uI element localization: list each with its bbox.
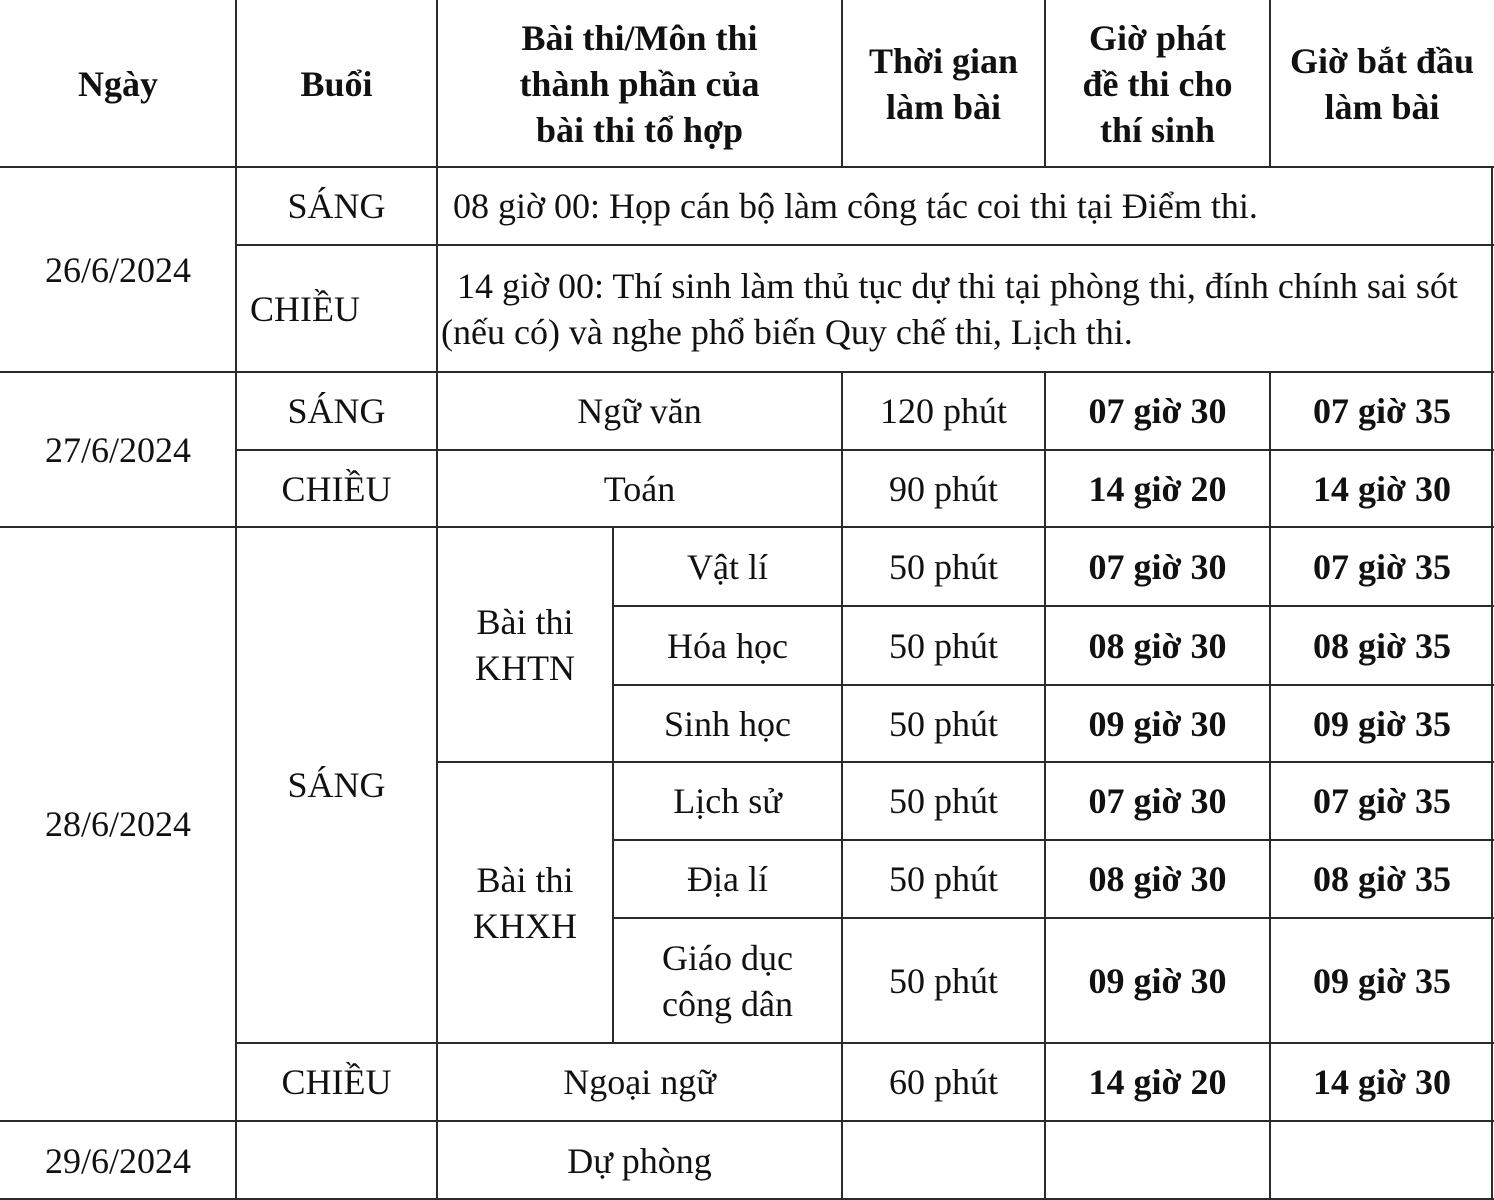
grid-line	[613, 839, 1494, 841]
day3-sang-label: SÁNG	[287, 765, 386, 805]
grid-line	[612, 527, 614, 1043]
subject-thoi-gian: 50 phút	[888, 859, 998, 899]
header-bai-thi: Bài thi/Môn thi thành phần của bài thi tổ hợp	[519, 17, 760, 150]
subject-mon: Lịch sử	[673, 781, 782, 821]
subject-bat-dau: 07 giờ 35	[1313, 546, 1451, 587]
day2-chieu-mon: Toán	[603, 468, 676, 509]
subject-thoi-gian: 50 phút	[888, 703, 998, 744]
subject-mon: Vật lí	[687, 546, 768, 587]
grid-line	[236, 1042, 1494, 1044]
subject-mon: Hóa học	[667, 625, 788, 666]
subject-mon: Sinh học	[663, 703, 791, 744]
subject-phat-de: 09 giờ 30	[1088, 960, 1227, 1001]
subject-bat-dau: 08 giờ 35	[1313, 625, 1451, 666]
subject-mon: Địa lí	[687, 859, 768, 899]
subject-bat-dau: 08 giờ 35	[1313, 859, 1451, 899]
grid-line	[1269, 0, 1271, 167]
subject-phat-de: 07 giờ 30	[1088, 781, 1227, 821]
day3-chieu-bat-dau: 14 giờ 30	[1313, 1062, 1451, 1102]
subject-bat-dau: 09 giờ 35	[1313, 703, 1451, 744]
grid-line	[437, 761, 1494, 763]
day2-chieu-thoi-gian: 90 phút	[888, 468, 998, 509]
grid-line	[613, 684, 1494, 686]
grid-line	[1269, 372, 1271, 1200]
day3-chieu-thoi-gian: 60 phút	[888, 1062, 998, 1102]
subject-phat-de: 07 giờ 30	[1088, 546, 1227, 587]
day2-sang-buoi: SÁNG	[287, 391, 386, 431]
day1-sang-label: SÁNG	[287, 186, 386, 226]
day1-sang-note: 08 giờ 00: Họp cán bộ làm công tác coi thi tại Điểm thi.	[453, 186, 1258, 226]
grid-line	[613, 917, 1494, 919]
day2-sang-mon: Ngữ văn	[577, 391, 702, 431]
grid-line	[236, 449, 1494, 451]
subject-thoi-gian: 50 phút	[888, 546, 998, 587]
grid-line	[841, 0, 843, 167]
subject-thoi-gian: 50 phút	[888, 960, 998, 1001]
subject-phat-de: 09 giờ 30	[1088, 703, 1227, 744]
day3-khxh-label: Bài thi KHXH	[473, 859, 577, 946]
grid-line	[235, 0, 237, 1200]
grid-line	[436, 0, 438, 1200]
header-buoi: Buổi	[300, 63, 373, 104]
day1-chieu-label: CHIỀU	[250, 288, 360, 329]
day2-sang-thoi-gian: 120 phút	[879, 391, 1007, 431]
day3-date: 28/6/2024	[44, 804, 191, 844]
subject-bat-dau: 07 giờ 35	[1313, 781, 1451, 821]
subject-phat-de: 08 giờ 30	[1088, 859, 1227, 899]
day2-chieu-phat-de: 14 giờ 20	[1088, 468, 1227, 509]
day3-khtn-label: Bài thi KHTN	[475, 601, 575, 688]
grid-line	[841, 372, 843, 1200]
day3-chieu-buoi: CHIỀU	[281, 1062, 392, 1102]
grid-line	[1044, 0, 1046, 167]
subject-bat-dau: 09 giờ 35	[1313, 960, 1451, 1001]
header-gio-bat-dau: Giờ bắt đầu làm bài	[1290, 40, 1474, 127]
grid-line	[1491, 167, 1493, 1200]
header-ngay: Ngày	[78, 63, 158, 104]
day2-chieu-buoi: CHIỀU	[281, 468, 392, 509]
day3-chieu-phat-de: 14 giờ 20	[1088, 1062, 1227, 1102]
subject-mon: Giáo dục công dân	[662, 937, 793, 1024]
subject-thoi-gian: 50 phút	[888, 625, 998, 666]
header-thoi-gian: Thời gian làm bài	[869, 40, 1018, 127]
day1-date: 26/6/2024	[44, 249, 191, 290]
subject-phat-de: 08 giờ 30	[1088, 625, 1227, 666]
day2-chieu-bat-dau: 14 giờ 30	[1313, 468, 1451, 509]
day2-date: 27/6/2024	[44, 429, 191, 470]
day2-sang-phat-de: 07 giờ 30	[1088, 391, 1227, 431]
header-gio-phat-de: Giờ phát đề thi cho thí sinh	[1082, 17, 1233, 150]
day1-chieu-note: 14 giờ 00: Thí sinh làm thủ tục dự thi tại phòng thi, đính chính sai sót (nếu có) và nghe phổ biến Quy chế thi, Lịch thi.	[441, 265, 1458, 352]
day3-chieu-mon: Ngoại ngữ	[563, 1062, 716, 1102]
subject-thoi-gian: 50 phút	[888, 781, 998, 821]
day4-mon: Dự phòng	[567, 1140, 712, 1181]
day2-sang-bat-dau: 07 giờ 35	[1313, 391, 1451, 431]
grid-line	[1044, 372, 1046, 1200]
day4-date: 29/6/2024	[44, 1140, 191, 1181]
grid-line	[613, 605, 1494, 607]
grid-line	[236, 244, 1494, 246]
